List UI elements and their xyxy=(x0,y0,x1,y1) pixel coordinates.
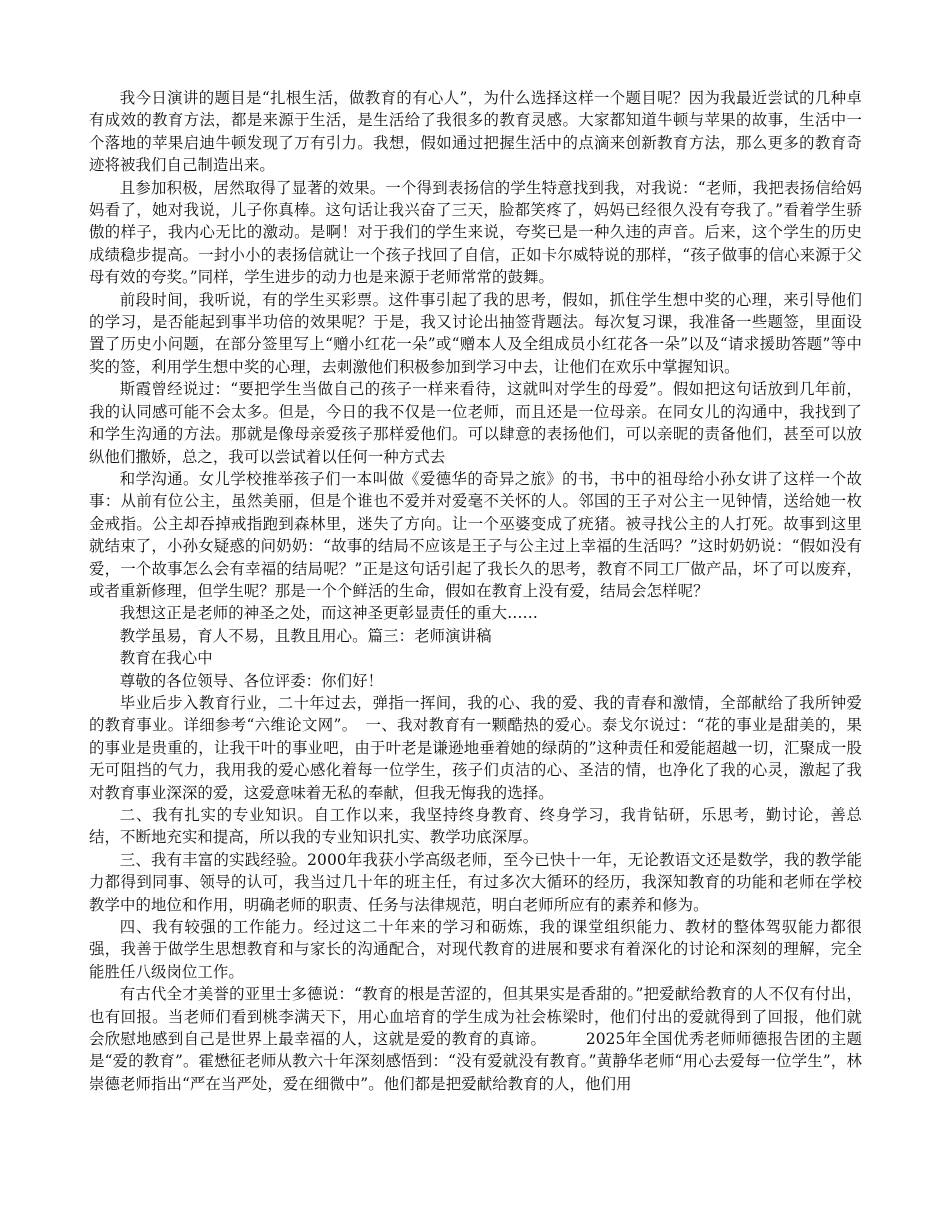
paragraph: 教学虽易，育人不易，且教且用心。篇三：老师演讲稿 xyxy=(119,626,492,645)
salutation: 尊敬的各位领导、各位评委：你们好！ xyxy=(119,671,384,690)
paragraph: 毕业后步入教育行业，二十年过去，弹指一挥间，我的心、我的爱、我的青春和激情，全部献给了我所钟爱的教育事业。详细参考“六维论文网”。 一、我对教育有一颗酷热的爱心。泰戈尔说过：“花的事业是甜美的，果的事业是贵重的，让我干叶的事业吧，由于叶老是谦逊地垂着她的绿荫的”这种责任和爱能超越一切，汇聚成一股无可阻挡的气力，我用我的爱心感化着每一位学生，孩子们贞洁的心、圣洁的情，也净化了我的心灵，激起了我对教育事业深深的爱，这爱意味着无私的奉献，但我无悔我的选择。 xyxy=(89,693,862,802)
paragraph: 我今日演讲的题目是“扎根生活，做教育的有心人”，为什么选择这样一个题目呢？因为我最近尝试的几种卓有成效的教育方法，都是来源于生活，是生活给了我很多的教育灵感。大家都知道牛顿与苹果的故事，生活中一个落地的苹果启迪牛顿发现了万有引力。我想，假如通过把握生活中的点滴来创新教育方法，那么更多的教育奇迹将被我们自己制造出来。 xyxy=(89,89,862,175)
section-title: 教育在我心中 xyxy=(119,649,213,668)
paragraph: 四、我有较强的工作能力。经过这二十年来的学习和砺炼，我的课堂组织能力、教材的整体驾驭能力都很强，我善于做学生思想教育和与家长的沟通配合，对现代教育的进展和要求有着深化的讨论和深刻的理解，完全能胜任八级岗位工作。 xyxy=(89,918,862,981)
paragraph: 我想这正是老师的神圣之处，而这神圣更彰显责任的重大…… xyxy=(119,604,539,623)
paragraph: 且参加积极，居然取得了显著的效果。一个得到表扬信的学生特意找到我，对我说：“老师，我把表扬信给妈妈看了，她对我说，儿子你真棒。这句话让我兴奋了三天，脸都笑疼了，妈妈已经很久没有夸我了。”看着学生骄傲的样子，我内心无比的激动。是啊！对于我们的学生来说，夸奖已是一种久违的声音。后来，这个学生的历史成绩稳步提高。一封小小的表扬信就让一个孩子找回了自信，正如卡尔威特说的那样，“孩子做事的信心来源于父母有效的夸奖。”同样，学生进步的动力也是来源于老师常常的鼓舞。 xyxy=(89,178,862,287)
paragraph: 斯霞曾经说过：“要把学生当做自己的孩子一样来看待，这就叫对学生的母爱”。假如把这句话放到几年前，我的认同感可能不会太多。但是，今日的我不仅是一位老师，而且还是一位母亲。在同女儿的沟通中，我找到了和学生沟通的方法。那就是像母亲爱孩子那样爱他们。可以肆意的表扬他们，可以亲昵的责备他们，甚至可以放纵他们撒娇，总之，我可以尝试着以任何一种方式去 xyxy=(89,380,862,466)
paragraph: 前段时间，我听说，有的学生买彩票。这件事引起了我的思考，假如，抓住学生想中奖的心理，来引导他们的学习，是否能起到事半功倍的效果呢？于是，我又讨论出抽签背题法。每次复习课，我准备一些题签，里面设置了历史小问题，在部分签里写上“赠小红花一朵”或“赠本人及全组成员小红花各一朵”以及“请求援助答题”等中奖的签，利用学生想中奖的心理，去刺激他们积极参加到学习中去，让他们在欢乐中掌握知识。 xyxy=(89,290,862,376)
paragraph: 二、我有扎实的专业知识。自工作以来，我坚持终身教育、终身学习，我肯钻研，乐思考，勤讨论，善总结，不断地充实和提高，所以我的专业知识扎实、教学功底深厚。 xyxy=(89,806,862,847)
paragraph: 和学沟通。女儿学校推举孩子们一本叫做《爱德华的奇异之旅》的书，书中的祖母给小孙女讲了这样一个故事：从前有位公主，虽然美丽，但是个谁也不爱并对爱毫不关怀的人。邻国的王子对公主一见钟情，送给她一枚金戒指。公主却吞掉戒指跑到森林里，迷失了方向。让一个巫婆变成了疣猪。被寻找公主的人打死。故事到这里就结束了，小孙女疑惑的问奶奶：“故事的结局不应该是王子与公主过上幸福的生活吗？”这时奶奶说：“假如没有爱，一个故事怎么会有幸福的结局呢？”正是这句话引起了我长久的思考，教育不同工厂做产品，坏了可以废弃，或者重新修理，但学生呢？那是一个个鲜活的生命，假如在教育上没有爱，结局会怎样呢？ xyxy=(89,469,862,600)
document-body xyxy=(89,87,862,1095)
paragraph: 有古代全才美誉的亚里士多德说：“教育的根是苦涩的，但其果实是香甜的。”把爱献给教育的人不仅有付出，也有回报。当老师们看到桃李满天下，用心血培育的学生成为社会栋梁时，他们付出的爱就得到了回报，他们就会欣慰地感到自己是世界上最幸福的人，这就是爱的教育的真谛。 2025年全国优秀老师师德报告团的主题是“爱的教育”。霍懋征老师从教六十年深刻感悟到：“没有爱就没有教育。”黄静华老师“用心去爱每一位学生”，林崇德老师指出“严在当严处，爱在细微中”。他们都是把爱献给教育的人，他们用 xyxy=(89,985,862,1093)
paragraph: 三、我有丰富的实践经验。2000年我获小学高级老师，至今已快十一年，无论教语文还是数学，我的教学能力都得到同事、领导的认可，我当过几十年的班主任，有过多次大循环的经历，我深知教育的功能和老师在学校教学中的地位和作用，明确老师的职责、任务与法律规范，明白老师所应有的素养和修为。 xyxy=(89,850,862,914)
